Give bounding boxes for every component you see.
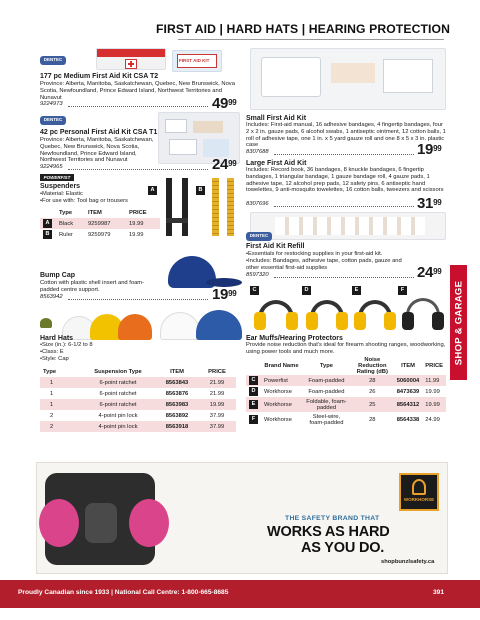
variant-badge: B — [196, 178, 205, 187]
workhorse-ad[interactable] — [36, 462, 448, 574]
product-price: $19^{99}$ — [417, 141, 442, 158]
variant-badge: A — [43, 219, 52, 228]
leader-dots — [274, 277, 414, 278]
variant-badge: B — [43, 230, 52, 239]
table-row[interactable]: 1 6-point ratchet 8563843 21.99 — [40, 377, 236, 388]
footer-text: Proudly Canadian since 1933 | National Call Centre: 1-800-665-8685 — [18, 589, 229, 596]
table-row[interactable]: 2 4-point pin lock 8563892 37.99 — [50, 412, 225, 419]
ruler-suspenders-image — [208, 178, 238, 236]
leader-dots — [274, 206, 414, 207]
powerfist-logo: POWERFIST — [40, 174, 74, 181]
table-row[interactable]: F Workhorse Steel-wire, foam-padded 28 8564338 24.99 — [246, 412, 446, 427]
product-description: Cotton with plastic shell insert and foam-padded centre support. — [40, 280, 145, 293]
brand-logo — [40, 318, 54, 330]
product-title: Hard Hats — [40, 335, 74, 342]
product-title: Large First Aid Kit — [246, 160, 307, 167]
variant-badge: C — [250, 286, 259, 295]
ad-url-link[interactable]: shopbunzlsafety.ca — [381, 559, 435, 565]
first-aid-box-image — [172, 50, 222, 72]
product-description: Includes: First-aid manual, 16 adhesive bandages, 4 fingertip bandages, four 2 x 2 in. gauze pads, 6 alcohol swabs, 1 antiseptic ointment, 12 cotton balls, 1 roll of adhesive tape, one 1 in. x 5 yard gauze roll and one 8 x 5 x 3 in. plastic case — [246, 122, 446, 149]
leader-dots — [68, 106, 208, 107]
hard-hats-table: Type Suspension Type ITEM PRICE 1 6-point ratchet 8563843 21.99 1 6-point ratchet 8563876 21.99 1 6-point ratchet 8563983 19.99 2 4-point pin lock 8563892 37.99 2 4-point pin lock 8563918 37.99 — [40, 366, 236, 432]
table-row[interactable]: D Workhorse Foam-padded 26 8473639 19.99 — [246, 386, 446, 397]
table-row[interactable]: A Black 9259987 19.99 — [40, 218, 160, 229]
variant-badge: F — [398, 286, 407, 295]
table-row[interactable]: 2 4-point pin lock 8563918 37.99 — [40, 421, 236, 432]
product-title: Bump Cap — [40, 272, 75, 279]
product-sku: 8307688 — [246, 149, 269, 155]
product-sku: 8563942 — [40, 294, 63, 300]
ear-muffs-images — [248, 286, 444, 332]
small-kit-image — [250, 48, 446, 110]
product-description: Provide noise reduction that's ideal for firearm shooting ranges, woodworking, using power tools and much more. — [246, 342, 446, 355]
page-footer — [0, 580, 480, 608]
black-suspenders-image — [162, 178, 192, 236]
table-row[interactable]: B Ruler 9259979 19.99 — [40, 229, 160, 240]
product-sku: 8597320 — [246, 272, 269, 278]
suspenders-table: Type ITEM PRICE A Black 9259987 19.99 B Ruler 9259979 19.99 — [40, 207, 160, 240]
respirator-image — [45, 473, 155, 565]
product-bullet: •For use with: Tool bag or trousers — [40, 198, 128, 204]
header-rule — [178, 39, 444, 40]
product-price: $24^{99}$ — [417, 264, 442, 281]
first-aid-box-image — [96, 48, 166, 70]
table-row[interactable]: C Powerfist Foam-padded 28 5060004 11.99 — [246, 375, 446, 386]
product-price: $49^{99}$ — [212, 95, 237, 112]
table-row[interactable]: 1 6-point ratchet 8563876 21.99 — [50, 390, 225, 397]
table-row[interactable]: E Workhorse Foldable, foam-padded 25 8564312 19.99 — [246, 397, 446, 412]
ad-headline: WORKS AS HARD — [267, 524, 390, 540]
product-bullet: •Size (in.): 6-1/2 to 8 — [40, 342, 93, 348]
dentec-logo: DENTEC — [40, 56, 66, 65]
product-sku: 9224973 — [40, 101, 63, 107]
first-aid-box-label: FIRST AID KIT — [179, 58, 210, 63]
leader-dots — [68, 299, 208, 300]
product-title: First Aid Kit Refill — [246, 243, 305, 250]
product-description: Province: Alberta, Manitoba, Saskatchewan, Quebec, New Brunswick, Nova Scotia, Newfoundland, Prince Edward Island, Northwest Territories and Nunavut — [40, 137, 154, 164]
product-title: 42 pc Personal First Aid Kit CSA T1 — [40, 129, 158, 136]
product-title: Suspenders — [40, 183, 81, 190]
product-description: Province: Alberta, Manitoba, Saskatchewan, Quebec, New Brunswick, Nova Scotia, Newfoundland, Prince Edward Island, Northwest Territories and Nunavut — [40, 81, 235, 101]
product-price: $31^{99}$ — [417, 195, 442, 212]
product-title: Ear Muffs/Hearing Protectors — [246, 335, 343, 342]
section-tab[interactable] — [450, 265, 467, 380]
product-description: Includes: Record book, 36 bandages, 8 knuckle bandages, 6 fingertip bandages, 1 triangular bandage, 1 gauze bandage roll, 4 gauze pads, 1 adhesive tape, 12 alcohol prep pads, 12 safety pins, 6 antiseptic hand towelettes, 9 anti-mosquito towelettes, 16 cotton balls, tweezers and scissors — [246, 167, 444, 194]
product-bullet: •Includes: Bandages, adhesive tape, cotton pads, gauze and other essential first-aid supplies — [246, 258, 402, 271]
product-bullet: •Material: Elastic — [40, 191, 83, 197]
ad-tagline: THE SAFETY BRAND THAT — [285, 515, 380, 522]
workhorse-logo: WORKHORSE — [399, 473, 439, 511]
table-row[interactable]: 1 6-point ratchet 8563983 19.99 — [40, 399, 236, 410]
product-title: 177 pc Medium First Aid Kit CSA T2 — [40, 73, 159, 80]
variant-badge: A — [148, 178, 157, 187]
refill-image — [250, 212, 446, 240]
product-price: $19^{99}$ — [212, 286, 237, 303]
product-title: Small First Aid Kit — [246, 115, 307, 122]
section-tab-label: SHOP & GARAGE — [453, 280, 464, 365]
variant-badge: E — [352, 286, 361, 295]
ear-muffs-table: Brand Name Type Noise Reduction Rating (dB) ITEM PRICE C Powerfist Foam-padded 28 5060004 11.99 D Workhorse Foam-padded 26 8473639 19.99 E Workhorse Foldable, foam-padded 25 8564312 19.99 F Workhorse Steel-wire, foam-padded 28 8564338 24.99 — [246, 357, 446, 427]
ad-headline: AS YOU DO. — [301, 540, 385, 556]
dentec-logo: DENTEC — [40, 116, 66, 125]
page-title: FIRST AID | HARD HATS | HEARING PROTECTION — [155, 22, 450, 36]
page-number: 391 — [432, 589, 444, 596]
product-bullet: •Style: Cap — [40, 356, 69, 362]
variant-badge: D — [302, 286, 311, 295]
product-bullet: •Essentials for restocking supplies in your first-aid kit. — [246, 251, 383, 257]
product-sku: 8307696 — [246, 201, 269, 207]
product-bullet: •Class: E — [40, 349, 64, 355]
leader-dots — [68, 169, 208, 170]
product-price: $24^{99}$ — [212, 156, 237, 173]
dentec-logo: DENTEC — [246, 232, 272, 241]
product-sku: 9224965 — [40, 164, 63, 170]
leader-dots — [274, 154, 414, 155]
